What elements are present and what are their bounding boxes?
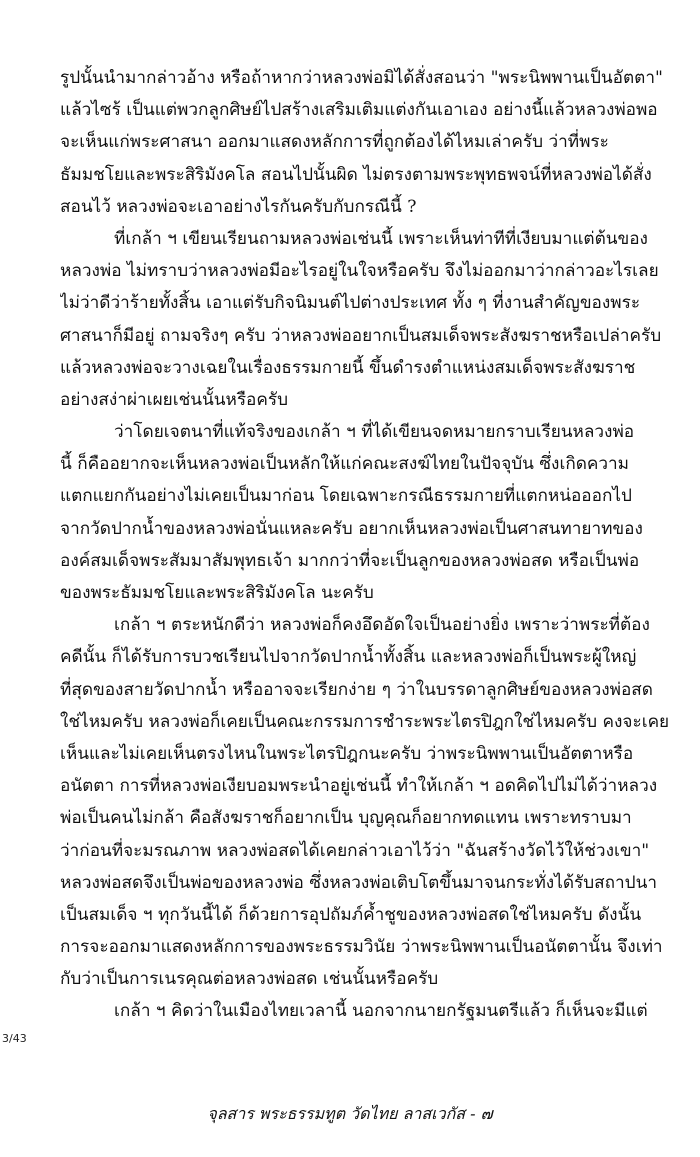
text-line: กับว่าเป็นการเนรคุณต่อหลวงพ่อสด เช่นนั้นหรือครับ	[60, 969, 439, 990]
text-line: พ่อเป็นคนไม่กล้า คือสังฆราชก็อยากเป็น บุญคุณก็อยากทดแทน เพราะทราบมา	[60, 808, 632, 829]
text-line: ว่าโดยเจตนาที่แท้จริงของเกล้า ฯ ที่ได้เขียนจดหมายกราบเรียนหลวงพ่อ	[114, 422, 635, 443]
text-line: ว่าก่อนที่จะมรณภาพ หลวงพ่อสดได้เคยกล่าวเอาไว้ว่า "ฉันสร้างวัดไว้ให้ช่วงเขา"	[60, 840, 650, 861]
text-line: ธัมมชโยและพระสิริมังคโล สอนไปนั้นผิด ไม่ตรงตามพระพุทธพจน์ที่หลวงพ่อได้สั่ง	[60, 164, 652, 185]
text-line: จะเห็นแก่พระศาสนา ออกมาแสดงหลักการที่ถูกต้องได้ไหมเล่าครับ ว่าที่พระ	[60, 132, 609, 153]
page-reference: 3/43	[2, 1032, 27, 1045]
text-line: เกล้า ฯ ตระหนักดีว่า หลวงพ่อก็คงอึดอัดใจเป็นอย่างยิ่ง เพราะว่าพระที่ต้อง	[114, 615, 650, 636]
text-line: เห็นและไม่เคยเห็นตรงไหนในพระไตรปิฎกนะครับ ว่าพระนิพพานเป็นอัตตาหรือ	[60, 743, 634, 764]
text-line: หลวงพ่อ ไม่ทราบว่าหลวงพ่อมีอะไรอยู่ในใจหรือครับ จึงไม่ออกมาว่ากล่าวอะไรเลย	[60, 261, 659, 282]
text-line: อย่างสง่าผ่าเผยเช่นนั้นหรือครับ	[60, 389, 289, 410]
text-line: การจะออกมาแสดงหลักการของพระธรรมวินัย ว่าพระนิพพานเป็นอนัตตานั้น จึงเท่า	[60, 937, 663, 958]
text-line: เป็นสมเด็จ ฯ ทุกวันนี้ได้ ก็ด้วยการอุปถัมภ์ค้ำชูของหลวงพ่อสดใช่ไหมครับ ดังนั้น	[60, 904, 642, 925]
text-line: ที่สุดของสายวัดปากน้ำ หรืออาจจะเรียกง่าย ๆ ว่าในบรรดาลูกศิษย์ของหลวงพ่อสด	[60, 679, 653, 700]
page-footer: จุลสาร พระธรรมทูต วัดไทย ลาสเวกัส - ๗	[207, 1104, 493, 1123]
text-line: ไม่ว่าดีว่าร้ายทั้งสิ้น เอาแต่รับกิจนิมนต์ไปต่างประเทศ ทั้ง ๆ ที่งานสำคัญของพระ	[60, 293, 641, 314]
text-line: จากวัดปากน้ำของหลวงพ่อนั่นแหละครับ อยากเห็นหลวงพ่อเป็นศาสนทายาทของ	[60, 518, 643, 539]
text-line: เกล้า ฯ คิดว่าในเมืองไทยเวลานี้ นอกจากนายกรัฐมนตรีแล้ว ก็เห็นจะมีแต่	[114, 1001, 648, 1022]
text-line: ใช่ไหมครับ หลวงพ่อก็เคยเป็นคณะกรรมการชำระพระไตรปิฎกใช่ไหมครับ คงจะเคย	[60, 711, 670, 732]
text-line: อนัตตา การที่หลวงพ่อเงียบอมพระนำอยู่เช่นนี้ ทำให้เกล้า ฯ อดคิดไปไม่ได้ว่าหลวง	[60, 776, 658, 797]
text-line: คดีนั้น ก็ได้รับการบวชเรียนไปจากวัดปากน้ำทั้งสิ้น และหลวงพ่อก็เป็นพระผู้ใหญ่	[60, 647, 637, 668]
text-line: องค์สมเด็จพระสัมมาสัมพุทธเจ้า มากกว่าที่จะเป็นลูกของหลวงพ่อสด หรือเป็นพ่อ	[60, 550, 640, 571]
text-line: ของพระธัมมชโยและพระสิริมังคโล นะครับ	[60, 583, 374, 603]
text-line: แล้วไซร้ เป็นแต่พวกลูกศิษย์ไปสร้างเสริมเติมแต่งกันเอาเอง อย่างนี้แล้วหลวงพ่อพอ	[60, 100, 658, 121]
text-line: ที่เกล้า ฯ เขียนเรียนถามหลวงพ่อเช่นนี้ เพราะเห็นท่าทีที่เงียบมาแต่ต้นของ	[114, 228, 648, 249]
text-line: หลวงพ่อสดจึงเป็นพ่อของหลวงพ่อ ซึ่งหลวงพ่อเติบโตขึ้นมาจนกระทั่งได้รับสถาปนา	[60, 872, 657, 893]
text-line: รูปนั้นนำมากล่าวอ้าง หรือถ้าหากว่าหลวงพ่อมิได้สั่งสอนว่า "พระนิพพานเป็นอัตตา"	[60, 68, 663, 88]
body-text	[60, 62, 678, 1028]
text-line: นี้ ก็คืออยากจะเห็นหลวงพ่อเป็นหลักให้แก่คณะสงฆ์ไทยในปัจจุบัน ซึ่งเกิดความ	[60, 454, 630, 475]
text-line: แล้วหลวงพ่อจะวางเฉยในเรื่องธรรมกายนี้ ขึ้นดำรงตำแหน่งสมเด็จพระสังฆราช	[60, 357, 636, 378]
text-line: ศาสนาก็มีอยู่ ถามจริงๆ ครับ ว่าหลวงพ่ออยากเป็นสมเด็จพระสังฆราชหรือเปล่าครับ	[60, 325, 662, 346]
text-line: สอนไว้ หลวงพ่อจะเอาอย่างไรกันครับกับกรณีนี้ ?	[60, 196, 417, 217]
text-line: แตกแยกกันอย่างไม่เคยเป็นมาก่อน โดยเฉพาะกรณีธรรมกายที่แตกหน่อออกไป	[60, 486, 632, 507]
